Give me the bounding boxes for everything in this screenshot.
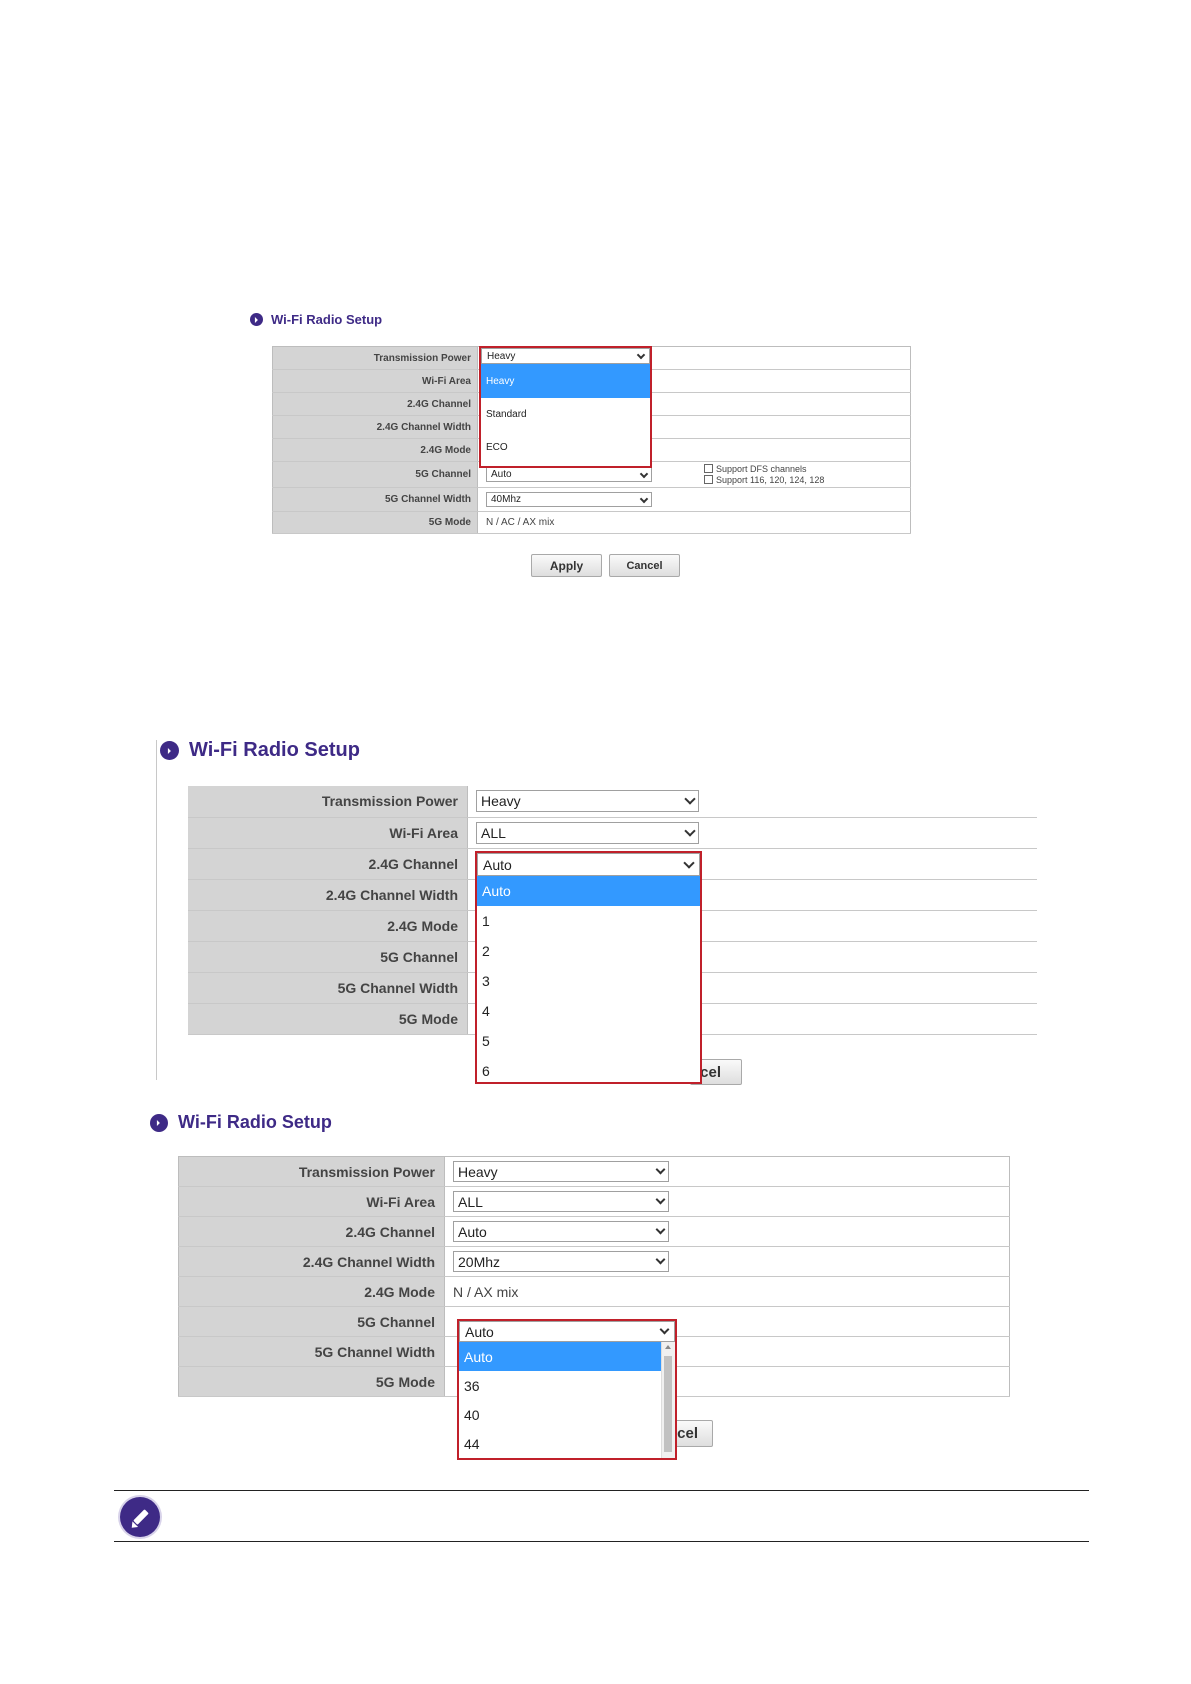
option-2[interactable]: 2: [482, 943, 490, 959]
channels-checkbox-row[interactable]: [704, 475, 824, 486]
label-24g-channel: 2.4G Channel: [179, 1217, 445, 1247]
transmission-power-select[interactable]: [476, 790, 699, 812]
5g-channel-select-value: Auto: [465, 1323, 494, 1340]
wifi-area-select-value: ALL: [458, 1193, 483, 1210]
value-cell: [445, 1247, 1010, 1277]
wifi-area-select-value: ALL: [481, 824, 506, 841]
5g-channel-select-value: Auto: [491, 469, 512, 480]
panel1-title-text: Wi-Fi Radio Setup: [271, 312, 383, 327]
label-24g-channel: 2.4G Channel: [273, 393, 478, 416]
option-standard[interactable]: Standard: [486, 409, 527, 420]
scrollbar-thumb[interactable]: [664, 1356, 672, 1452]
dfs-checkbox-label: Support DFS channels: [716, 463, 807, 474]
chevron-down-icon: [640, 469, 648, 477]
label-5g-channel: 5G Channel: [179, 1307, 445, 1337]
24g-channel-select-value: Auto: [458, 1223, 487, 1240]
chevron-down-icon: [656, 1165, 666, 1175]
label-5g-channel-width: 5G Channel Width: [273, 488, 478, 512]
5g-channel-width-select[interactable]: [486, 492, 652, 507]
label-24g-channel-width: 2.4G Channel Width: [273, 416, 478, 439]
transmission-power-select[interactable]: [453, 1161, 669, 1182]
label-wifi-area: Wi-Fi Area: [273, 370, 478, 393]
value-cell: [445, 1187, 1010, 1217]
value-cell: [445, 1217, 1010, 1247]
label-24g-mode: 2.4G Mode: [273, 439, 478, 462]
play-icon: [250, 313, 263, 326]
chevron-down-icon: [656, 1225, 666, 1235]
panel1-title: [250, 312, 382, 327]
transmission-power-select-value: Heavy: [458, 1163, 498, 1180]
label-24g-mode: 2.4G Mode: [179, 1277, 445, 1307]
label-wifi-area: Wi-Fi Area: [179, 1187, 445, 1217]
value-cell: [468, 786, 1038, 817]
transmission-power-select-value: Heavy: [487, 350, 516, 362]
dfs-checkbox[interactable]: [704, 464, 713, 473]
5g-mode-value: N / AC / AX mix: [478, 512, 911, 534]
apply-button[interactable]: Apply: [531, 554, 602, 577]
wifi-area-select[interactable]: [453, 1191, 669, 1212]
channels-checkbox-label: Support 116, 120, 124, 128: [716, 474, 825, 485]
24g-channel-dropdown: [477, 853, 700, 1082]
5g-channel-width-select-value: 40Mhz: [491, 494, 522, 505]
value-cell: [478, 488, 911, 512]
option-1[interactable]: 1: [482, 913, 490, 929]
dropdown-scrollbar[interactable]: [661, 1342, 675, 1458]
value-cell: [445, 1157, 1010, 1187]
cancel-button-label: cel: [700, 1063, 721, 1081]
option-auto[interactable]: Auto: [477, 876, 700, 906]
scroll-up-arrow-icon[interactable]: [665, 1345, 671, 1349]
pencil-icon: [120, 1497, 160, 1537]
panel2-title-text: Wi-Fi Radio Setup: [189, 739, 360, 761]
chevron-down-icon: [640, 494, 648, 502]
label-5g-channel: 5G Channel: [188, 941, 468, 972]
label-5g-mode: 5G Mode: [273, 512, 478, 534]
transmission-power-select-value: Heavy: [481, 793, 521, 810]
chevron-down-icon: [660, 1325, 670, 1335]
channels-checkbox[interactable]: [704, 475, 713, 484]
option-heavy[interactable]: Heavy: [481, 364, 650, 398]
panel2-left-border: [156, 740, 157, 1080]
label-transmission-power: Transmission Power: [273, 347, 478, 370]
option-4[interactable]: 4: [482, 1003, 490, 1019]
chevron-down-icon: [684, 794, 695, 805]
label-24g-channel-width: 2.4G Channel Width: [179, 1247, 445, 1277]
dfs-checkbox-row[interactable]: [704, 464, 824, 475]
chevron-down-icon: [656, 1195, 666, 1205]
label-transmission-power: Transmission Power: [188, 786, 468, 817]
label-5g-channel: 5G Channel: [273, 462, 478, 488]
chevron-down-icon: [684, 825, 695, 836]
24g-channel-select[interactable]: [477, 853, 700, 876]
panel3-title: [150, 1112, 332, 1133]
label-5g-channel-width: 5G Channel Width: [179, 1337, 445, 1367]
5g-channel-dropdown: [459, 1321, 675, 1458]
24g-channel-width-select-value: 20Mhz: [458, 1253, 501, 1270]
transmission-power-select[interactable]: [481, 348, 650, 364]
chevron-down-icon: [683, 857, 694, 868]
play-icon: [160, 741, 179, 760]
note-top-rule: [114, 1490, 1089, 1491]
24g-mode-value: N / AX mix: [445, 1277, 1010, 1307]
label-wifi-area: Wi-Fi Area: [188, 817, 468, 848]
option-3[interactable]: 3: [482, 973, 490, 989]
value-cell: [468, 817, 1038, 848]
panel3-title-text: Wi-Fi Radio Setup: [178, 1112, 332, 1132]
chevron-down-icon: [656, 1255, 666, 1265]
label-transmission-power: Transmission Power: [179, 1157, 445, 1187]
label-5g-mode: 5G Mode: [188, 1003, 468, 1034]
transmission-power-dropdown: [481, 348, 650, 467]
option-44[interactable]: 44: [464, 1435, 480, 1452]
label-5g-channel-width: 5G Channel Width: [188, 972, 468, 1003]
chevron-down-icon: [637, 351, 645, 359]
5g-channel-select[interactable]: [459, 1321, 675, 1342]
option-auto[interactable]: Auto: [459, 1342, 662, 1371]
option-6[interactable]: 6: [482, 1063, 490, 1079]
option-5[interactable]: 5: [482, 1033, 490, 1049]
note-bottom-rule: [114, 1541, 1089, 1542]
label-5g-mode: 5G Mode: [179, 1367, 445, 1397]
play-icon: [150, 1114, 168, 1132]
24g-channel-select[interactable]: [453, 1221, 669, 1242]
5g-channel-select[interactable]: [486, 467, 652, 482]
option-40[interactable]: 40: [464, 1406, 480, 1423]
label-24g-channel: 2.4G Channel: [188, 848, 468, 879]
label-24g-channel-width: 2.4G Channel Width: [188, 879, 468, 910]
cancel-button[interactable]: Cancel: [609, 554, 680, 577]
option-eco[interactable]: ECO: [486, 442, 508, 453]
panel2-title: [160, 739, 360, 762]
label-24g-mode: 2.4G Mode: [188, 910, 468, 941]
wifi-area-select[interactable]: [476, 822, 699, 844]
24g-channel-width-select[interactable]: [453, 1251, 669, 1272]
cancel-button-label: cel: [677, 1425, 698, 1442]
24g-channel-select-value: Auto: [483, 856, 512, 873]
option-36[interactable]: 36: [464, 1377, 480, 1394]
